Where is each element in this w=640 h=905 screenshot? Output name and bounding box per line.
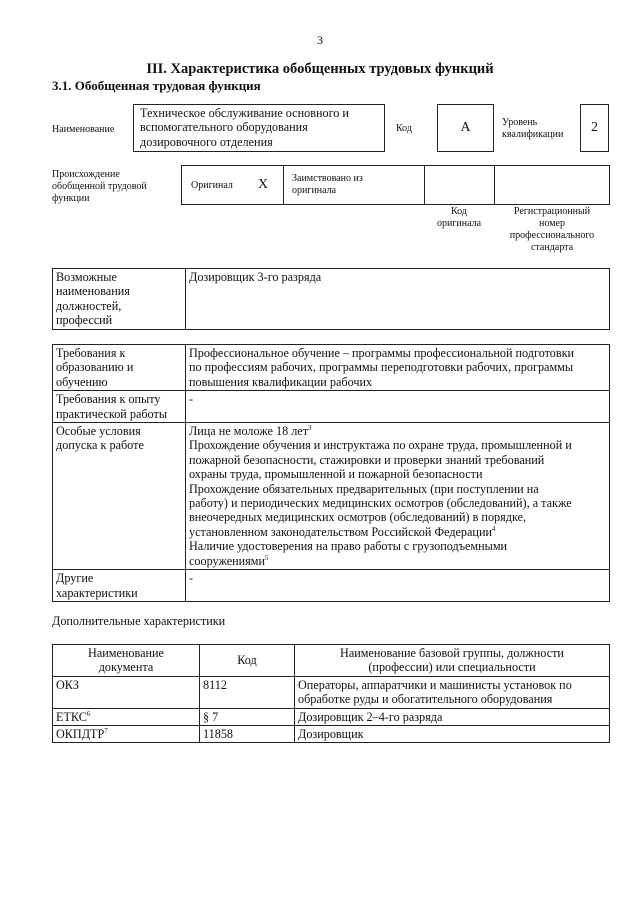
experience-label: Требования к опыту практической работы	[53, 391, 186, 423]
origin-label: Происхождение обобщенной трудовой функции	[52, 169, 147, 204]
origin-divider	[424, 165, 425, 205]
footnote-marker: 6	[86, 709, 91, 718]
table-row	[53, 676, 610, 708]
code-cell: § 7	[200, 708, 295, 725]
function-name-line: дозировочного отделения	[140, 134, 273, 149]
subsection-title: 3.1. Обобщенная трудовая функция	[52, 78, 261, 93]
section-title: III. Характеристика обобщенных трудовых функций	[146, 61, 494, 77]
group-name-cell: Дозировщик 2–4-го разряда	[295, 708, 610, 725]
reg-number-caption: Регистрационный номер профессионального стандарта	[509, 206, 595, 253]
code-value-box: A	[437, 104, 494, 152]
footnote-marker: 5	[265, 553, 269, 562]
level-label: Уровень квалификации	[502, 117, 564, 140]
admission-value: Лица не моложе 18 лет$^3$ Прохождение обучения и инструктажа по охране труда, промышленной и пожарной безопасности, стажировки и проверки знаний требований охраны труда, промышленной и пожарной безопасности Прохождение обязательных предварительных (при поступлении на работу) и периодических медицинских осмотров (обследований), а также внеочередных медицинских осмотров (обследований) в порядке, установленном законодательством Российской Федерации$^4$ Наличие удостоверения на право работы с грузоподъемными сооружениями$^5$	[186, 423, 610, 570]
function-name-box	[133, 104, 385, 152]
header-group-name: Наименование базовой группы, должности (профессии) или специальности	[295, 645, 610, 677]
additional-title: Дополнительные характеристики	[52, 614, 226, 628]
function-name-line: Техническое обслуживание основного и	[140, 106, 349, 120]
education-label: Требования к образованию и обучению	[53, 345, 186, 391]
header-code: Код	[200, 645, 295, 677]
original-mark: X	[258, 177, 269, 192]
code-cell: 8112	[200, 676, 295, 708]
positions-value: Дозировщик 3-го разряда	[186, 269, 610, 330]
header-document: Наименование документа	[53, 645, 200, 677]
page-number: 3	[317, 33, 323, 47]
table-row	[53, 708, 610, 725]
experience-value: -	[186, 391, 610, 423]
footnote-marker: 3	[308, 423, 312, 432]
group-name-cell: Дозировщик	[295, 726, 610, 743]
code-original-caption: Код оригинала	[436, 206, 482, 229]
group-name-cell: Операторы, аппаратчики и машинисты установок по обработке руды и обогатительного оборудования	[295, 676, 610, 708]
additional-table	[52, 644, 610, 743]
origin-divider	[283, 165, 284, 205]
other-label: Другие характеристики	[53, 570, 186, 602]
footnote-marker: 4	[492, 524, 496, 533]
function-name-line: вспомогательного оборудования	[140, 120, 308, 135]
doc-cell: ЕТКС$^6$	[53, 708, 200, 725]
table-row	[53, 726, 610, 743]
footnote-marker: 7	[104, 726, 108, 735]
name-label: Наименование	[52, 124, 115, 135]
other-value: -	[186, 570, 610, 602]
origin-table	[181, 165, 610, 205]
level-value-box: 2	[580, 104, 609, 152]
original-label: Оригинал	[191, 180, 233, 191]
code-label: Код	[396, 123, 412, 134]
education-value: Профессиональное обучение – программы профессиональной подготовки по профессиям рабочих, программы переподготовки рабочих, программы повышения квалификации рабочих	[186, 345, 610, 391]
requirements-table	[52, 344, 610, 602]
doc-cell: ОКЗ	[53, 676, 200, 708]
positions-label: Возможные наименования должностей, профессий	[53, 269, 186, 330]
origin-divider	[494, 165, 495, 205]
borrowed-label: Заимствовано из оригинала	[292, 173, 363, 196]
positions-table	[52, 268, 610, 330]
doc-cell: ОКПДТР$^7$	[53, 726, 200, 743]
admission-label: Особые условия допуска к работе	[53, 423, 186, 570]
code-cell: 11858	[200, 726, 295, 743]
